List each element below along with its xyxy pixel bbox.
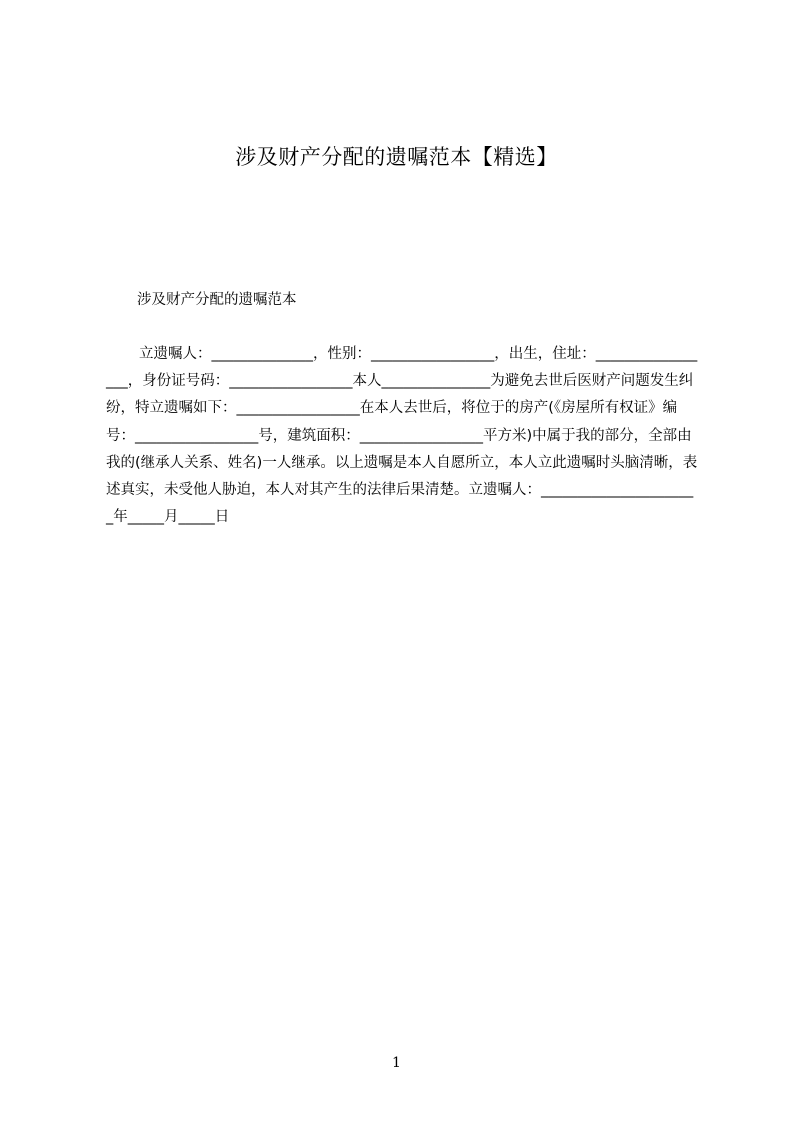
page-number: 1 (392, 1055, 401, 1071)
will-body-paragraph: 立遗嘱人：______________，性别：_________________，出生，住址：_________________，身份证号码：_________________本人_______________为避免去世后医财产问题发生纠纷，特立遗嘱如下：_________________在本人去世后，将位于的房产(《房屋所有权证》编号：_________________号，建筑面积：_________________平方米)中属于我的部分，全部由我的(继承人关系、姓名)一人继承。以上遗嘱是本人自愿所立，本人立此遗嘱时头脑清晰，表述真实，未受他人胁迫，本人对其产生的法律后果清楚。立遗嘱人：______________________年_____月_____日 (106, 346, 698, 526)
document-title: 涉及财产分配的遗嘱范本【精选】 (235, 145, 558, 169)
document-subtitle: 涉及财产分配的遗嘱范本 (137, 292, 297, 308)
